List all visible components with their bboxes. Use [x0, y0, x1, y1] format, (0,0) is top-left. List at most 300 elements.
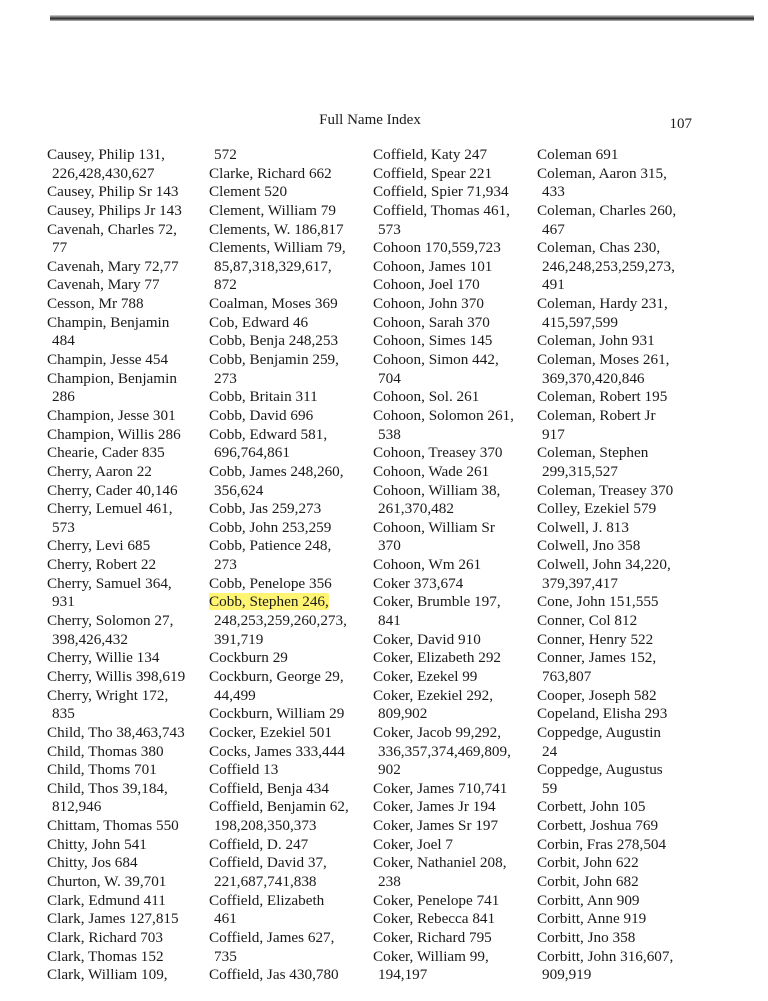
index-entry [47, 612, 185, 631]
index-entry-continuation [537, 258, 676, 277]
index-entry [209, 407, 349, 426]
index-entry [537, 817, 676, 836]
index-entry-continuation [537, 276, 676, 295]
index-entry [537, 612, 676, 631]
entry-text: Clark, Thomas 152 [47, 947, 164, 965]
entry-text: 273 [214, 369, 237, 387]
index-entry [373, 332, 514, 351]
entry-text: Coffield, Elizabeth [209, 891, 325, 909]
index-column-4 [537, 146, 676, 985]
entry-text: 369,370,420,846 [542, 369, 645, 387]
index-entry [537, 854, 676, 873]
index-entry-continuation [537, 221, 676, 240]
entry-text: 226,428,430,627 [52, 164, 155, 182]
entry-text: Cobb, John 253,259 [209, 518, 332, 536]
entry-text: Cone, John 151,555 [537, 593, 659, 611]
entry-text: Clark, William 109, [47, 966, 168, 984]
index-entry [373, 854, 514, 873]
entry-text: Corbett, Joshua 769 [537, 817, 659, 835]
index-entry [373, 817, 514, 836]
index-entry-continuation [537, 463, 676, 482]
entry-text: Child, Thos 39,184, [47, 779, 168, 797]
index-entry [373, 948, 514, 967]
entry-text: 573 [52, 518, 75, 536]
entry-text: 356,624 [214, 481, 264, 499]
index-entry [373, 165, 514, 184]
entry-text: Coffield, Spier 71,934 [373, 183, 509, 201]
index-entry [537, 910, 676, 929]
entry-text: Cockburn, George 29, [209, 667, 344, 685]
index-entry-continuation [373, 537, 514, 556]
entry-text: Cobb, Penelope 356 [209, 574, 332, 592]
entry-text: 246,248,253,259,273, [542, 257, 675, 275]
index-entry [47, 892, 185, 911]
index-entry [209, 761, 349, 780]
index-entry [209, 314, 349, 333]
entry-text: Coker, James Jr 194 [373, 798, 496, 816]
index-entry [209, 388, 349, 407]
entry-text: Coffield, Benjamin 62, [209, 798, 349, 816]
entry-text: Cherry, Willis 398,619 [47, 667, 186, 685]
index-entry [537, 239, 676, 258]
index-entry [373, 836, 514, 855]
index-entry [537, 388, 676, 407]
index-entry-continuation [537, 426, 676, 445]
index-entry-continuation [537, 575, 676, 594]
entry-text: Cobb, Benja 248,253 [209, 332, 339, 350]
index-entry [373, 258, 514, 277]
index-entry [209, 221, 349, 240]
entry-text: 261,370,482 [378, 500, 454, 518]
index-entry [373, 183, 514, 202]
entry-text: Clement, William 79 [209, 201, 336, 219]
entry-text: 198,208,350,373 [214, 817, 317, 835]
entry-text: Coleman, Aaron 315, [537, 164, 667, 182]
entry-text: Coffield, Spear 221 [373, 164, 493, 182]
index-entry [47, 649, 185, 668]
entry-text: Cherry, Samuel 364, [47, 574, 172, 592]
index-entry [47, 780, 185, 799]
entry-text: Copeland, Elisha 293 [537, 705, 668, 723]
index-entry-continuation [209, 948, 349, 967]
index-entry [47, 575, 185, 594]
entry-text: Coker, Penelope 741 [373, 891, 500, 909]
entry-text: Cherry, Levi 685 [47, 537, 151, 555]
index-entry [373, 910, 514, 929]
entry-text: 238 [378, 872, 401, 890]
entry-text: Coleman, Robert Jr [537, 406, 656, 424]
entry-text: Coffield, Jas 430,780 [209, 966, 339, 984]
entry-text: Cohoon, Treasey 370 [373, 444, 503, 462]
entry-text: 704 [378, 369, 401, 387]
top-rule [50, 15, 754, 21]
entry-text: Colwell, Jno 358 [537, 537, 641, 555]
index-entry [47, 873, 185, 892]
entry-text: 573 [378, 220, 401, 238]
entry-text: Coker, Ezekel 99 [373, 667, 478, 685]
index-entry [537, 519, 676, 538]
index-entry [537, 407, 676, 426]
entry-text: Cesson, Mr 788 [47, 295, 144, 313]
index-entry [209, 239, 349, 258]
index-entry [373, 388, 514, 407]
index-entry-continuation [537, 966, 676, 985]
entry-text: Corbin, Fras 278,504 [537, 835, 667, 853]
index-entry [209, 202, 349, 221]
entry-text: Coker, Jacob 99,292, [373, 723, 502, 741]
entry-text: Champion, Benjamin [47, 369, 177, 387]
entry-text: Champin, Benjamin [47, 313, 170, 331]
entry-text: Corbit, John 622 [537, 854, 639, 872]
highlighted-entry-text: Cobb, Stephen 246, [209, 593, 329, 611]
entry-text: Coleman, John 931 [537, 332, 655, 350]
entry-text: 370 [378, 537, 401, 555]
entry-text: 538 [378, 425, 401, 443]
index-entry [373, 798, 514, 817]
index-entry [373, 593, 514, 612]
index-entry-continuation [373, 426, 514, 445]
index-entry [47, 817, 185, 836]
entry-text: Cohoon, Wm 261 [373, 556, 482, 574]
entry-text: Coker, Brumble 197, [373, 593, 501, 611]
index-entry [537, 724, 676, 743]
entry-text: Cherry, Willie 134 [47, 649, 160, 667]
entry-text: Clark, James 127,815 [47, 910, 179, 928]
index-entry-continuation [47, 705, 185, 724]
index-entry-continuation [47, 593, 185, 612]
entry-text: Coffield, Thomas 461, [373, 201, 510, 219]
index-entry [373, 631, 514, 650]
index-entry [373, 929, 514, 948]
index-entry [209, 854, 349, 873]
entry-text: Cherry, Aaron 22 [47, 462, 152, 480]
index-entry [373, 780, 514, 799]
entry-text: Child, Thomas 380 [47, 742, 164, 760]
index-entry [209, 463, 349, 482]
entry-text: Cohoon, Simon 442, [373, 351, 499, 369]
entry-text: 273 [214, 556, 237, 574]
index-entry [47, 202, 185, 221]
index-column-1 [47, 146, 185, 985]
index-entry [47, 556, 185, 575]
entry-text: Coker, James Sr 197 [373, 817, 499, 835]
entry-text: 917 [542, 425, 565, 443]
entry-text: 841 [378, 612, 401, 630]
entry-text: 299,315,527 [542, 462, 618, 480]
index-entry-continuation [373, 370, 514, 389]
entry-text: Cobb, Britain 311 [209, 388, 318, 406]
entry-text: Causey, Philips Jr 143 [47, 201, 182, 219]
entry-text: Corbitt, Jno 358 [537, 928, 636, 946]
entry-text: Coleman, Hardy 231, [537, 295, 668, 313]
index-entry-continuation [537, 743, 676, 762]
index-entry-continuation [209, 631, 349, 650]
index-entry [47, 295, 185, 314]
entry-text: Cobb, David 696 [209, 406, 314, 424]
index-entry [47, 463, 185, 482]
index-entry [209, 705, 349, 724]
entry-text: 398,426,432 [52, 630, 128, 648]
entry-text: Cohoon, Solomon 261, [373, 406, 514, 424]
entry-text: Colwell, John 34,220, [537, 556, 671, 574]
entry-text: Cherry, Lemuel 461, [47, 500, 173, 518]
index-entry [47, 314, 185, 333]
index-entry [47, 221, 185, 240]
entry-text: Champion, Jesse 301 [47, 406, 176, 424]
index-entry [373, 239, 514, 258]
index-entry [537, 929, 676, 948]
page-number: 107 [669, 116, 692, 132]
entry-text: Clements, W. 186,817 [209, 220, 344, 238]
entry-text: Cob, Edward 46 [209, 313, 309, 331]
index-entry-continuation [47, 165, 185, 184]
index-entry-continuation [373, 743, 514, 762]
entry-text: 809,902 [378, 705, 428, 723]
index-entry [537, 556, 676, 575]
entry-text: Conner, James 152, [537, 649, 657, 667]
index-entry [47, 761, 185, 780]
index-entry [209, 575, 349, 594]
entry-text: Clement 520 [209, 183, 288, 201]
index-entry-continuation [373, 761, 514, 780]
entry-text: 461 [214, 910, 237, 928]
index-entry [537, 892, 676, 911]
entry-text: Coffield, Benja 434 [209, 779, 329, 797]
entry-text: Cherry, Robert 22 [47, 556, 157, 574]
entry-text: 909,919 [542, 966, 592, 984]
index-entry [373, 407, 514, 426]
index-entry [47, 146, 185, 165]
index-entry-continuation [209, 482, 349, 501]
index-entry [209, 798, 349, 817]
index-entry-continuation [537, 183, 676, 202]
index-entry [373, 295, 514, 314]
index-entry [209, 537, 349, 556]
index-entry-continuation [373, 221, 514, 240]
entry-text: 194,197 [378, 966, 428, 984]
entry-text: Coffield 13 [209, 761, 279, 779]
index-entry [47, 687, 185, 706]
entry-text: Coalman, Moses 369 [209, 295, 338, 313]
entry-text: Conner, Col 812 [537, 612, 638, 630]
entry-text: Causey, Philip Sr 143 [47, 183, 179, 201]
entry-text: 696,764,861 [214, 444, 290, 462]
index-entry [373, 892, 514, 911]
index-entry [537, 146, 676, 165]
index-entry-continuation [373, 966, 514, 985]
entry-text: 835 [52, 705, 75, 723]
entry-text: Coleman, Charles 260, [537, 201, 677, 219]
index-entry [209, 649, 349, 668]
index-entry [537, 761, 676, 780]
index-column-3 [373, 146, 514, 985]
entry-text: 59 [542, 779, 558, 797]
index-entry [373, 575, 514, 594]
entry-text: 931 [52, 593, 75, 611]
entry-text: Colley, Ezekiel 579 [537, 500, 657, 518]
entry-text: Coker, Ezekiel 292, [373, 686, 494, 704]
entry-text: Coffield, Katy 247 [373, 146, 488, 163]
index-entry [537, 593, 676, 612]
entry-text: Coppedge, Augustin [537, 723, 662, 741]
entry-text: Coker, David 910 [373, 630, 481, 648]
index-entry-continuation [209, 370, 349, 389]
entry-text: 572 [214, 146, 237, 163]
index-entry [47, 854, 185, 873]
index-entry [47, 407, 185, 426]
index-entry [209, 780, 349, 799]
entry-text: Cockburn 29 [209, 649, 288, 667]
entry-text: 812,946 [52, 798, 102, 816]
index-entry-continuation [209, 612, 349, 631]
entry-text: 872 [214, 276, 237, 294]
index-entry-continuation [209, 146, 349, 165]
entry-text: Coker, William 99, [373, 947, 489, 965]
index-entry [373, 482, 514, 501]
entry-text: Cherry, Wright 172, [47, 686, 169, 704]
entry-text: 763,807 [542, 667, 592, 685]
entry-text: Chitty, Jos 684 [47, 854, 138, 872]
entry-text: Cobb, Jas 259,273 [209, 500, 322, 518]
entry-text: Coffield, James 627, [209, 928, 335, 946]
index-entry-continuation [209, 873, 349, 892]
index-entry [537, 948, 676, 967]
entry-text: Coker, James 710,741 [373, 779, 508, 797]
entry-text: Cavenah, Charles 72, [47, 220, 177, 238]
index-entry [47, 183, 185, 202]
entry-text: 902 [378, 761, 401, 779]
index-entry [373, 668, 514, 687]
index-entry [537, 202, 676, 221]
entry-text: Clark, Edmund 411 [47, 891, 166, 909]
index-entry [209, 165, 349, 184]
entry-text: 433 [542, 183, 565, 201]
index-entry-continuation [47, 332, 185, 351]
index-entry-continuation [47, 239, 185, 258]
index-entry [47, 500, 185, 519]
entry-text: Cohoon 170,559,723 [373, 239, 501, 257]
index-entry [537, 332, 676, 351]
index-entry-continuation [537, 370, 676, 389]
entry-text: Coker, Elizabeth 292 [373, 649, 502, 667]
index-entry [47, 668, 185, 687]
entry-text: Coffield, D. 247 [209, 835, 309, 853]
index-entry [209, 332, 349, 351]
entry-text: Coppedge, Augustus [537, 761, 663, 779]
entry-text: Cobb, Benjamin 259, [209, 351, 339, 369]
entry-text: Corbitt, John 316,607, [537, 947, 674, 965]
index-entry [209, 836, 349, 855]
entry-text: 491 [542, 276, 565, 294]
entry-text: Corbitt, Ann 909 [537, 891, 640, 909]
index-entry [537, 649, 676, 668]
entry-text: Chittam, Thomas 550 [47, 817, 179, 835]
index-entry [537, 798, 676, 817]
index-entry [373, 351, 514, 370]
entry-text: Coleman, Robert 195 [537, 388, 668, 406]
entry-text: Cobb, Edward 581, [209, 425, 328, 443]
index-entry [47, 370, 185, 389]
entry-text: Chearie, Cader 835 [47, 444, 165, 462]
index-entry-continuation [209, 817, 349, 836]
index-entry [47, 258, 185, 277]
index-entry-continuation [209, 258, 349, 277]
index-entry [47, 966, 185, 985]
index-entry [537, 295, 676, 314]
entry-text: 44,499 [214, 686, 256, 704]
entry-text: Cobb, Patience 248, [209, 537, 332, 555]
entry-text: 248,253,259,260,273, [214, 612, 347, 630]
entry-text: Cobb, James 248,260, [209, 462, 344, 480]
index-entry [209, 351, 349, 370]
entry-text: Cohoon, Wade 261 [373, 462, 490, 480]
index-entry-continuation [47, 631, 185, 650]
index-entry [537, 537, 676, 556]
page-title: Full Name Index [319, 112, 421, 128]
entry-text: Coker, Richard 795 [373, 928, 492, 946]
index-entry-continuation [47, 798, 185, 817]
index-entry [209, 668, 349, 687]
index-entry-continuation [209, 276, 349, 295]
index-entry [373, 463, 514, 482]
entry-text: 286 [52, 388, 75, 406]
index-entry [47, 426, 185, 445]
index-entry [209, 500, 349, 519]
index-entry [209, 724, 349, 743]
entry-text: Cooper, Joseph 582 [537, 686, 657, 704]
index-entry-continuation [47, 519, 185, 538]
index-entry [209, 593, 349, 612]
index-entry [47, 929, 185, 948]
index-entry [209, 183, 349, 202]
entry-text: Clements, William 79, [209, 239, 346, 257]
index-entry [47, 948, 185, 967]
index-entry [537, 165, 676, 184]
index-entry [47, 276, 185, 295]
entry-text: Clarke, Richard 662 [209, 164, 332, 182]
index-entry [373, 687, 514, 706]
index-entry [373, 314, 514, 333]
entry-text: Cohoon, Simes 145 [373, 332, 493, 350]
index-entry [373, 444, 514, 463]
entry-text: Cocker, Ezekiel 501 [209, 723, 332, 741]
entry-text: Coffield, David 37, [209, 854, 327, 872]
index-column-2 [209, 146, 349, 985]
index-entry [209, 929, 349, 948]
index-entry-continuation [373, 873, 514, 892]
index-entry [373, 276, 514, 295]
index-entry [537, 873, 676, 892]
index-entry [47, 444, 185, 463]
entry-text: 391,719 [214, 630, 264, 648]
index-entry-continuation [47, 388, 185, 407]
entry-text: Corbitt, Anne 919 [537, 910, 647, 928]
entry-text: 24 [542, 742, 558, 760]
index-entry-continuation [209, 444, 349, 463]
index-entry-continuation [373, 500, 514, 519]
entry-text: Cohoon, Sarah 370 [373, 313, 490, 331]
entry-text: Causey, Philip 131, [47, 146, 165, 163]
entry-text: 379,397,417 [542, 574, 618, 592]
entry-text: 735 [214, 947, 237, 965]
index-entry-continuation [537, 668, 676, 687]
entry-text: Cherry, Cader 40,146 [47, 481, 178, 499]
index-entry [373, 556, 514, 575]
entry-text: Chitty, John 541 [47, 835, 147, 853]
index-entry [373, 519, 514, 538]
entry-text: Clark, Richard 703 [47, 928, 163, 946]
index-entry [373, 146, 514, 165]
